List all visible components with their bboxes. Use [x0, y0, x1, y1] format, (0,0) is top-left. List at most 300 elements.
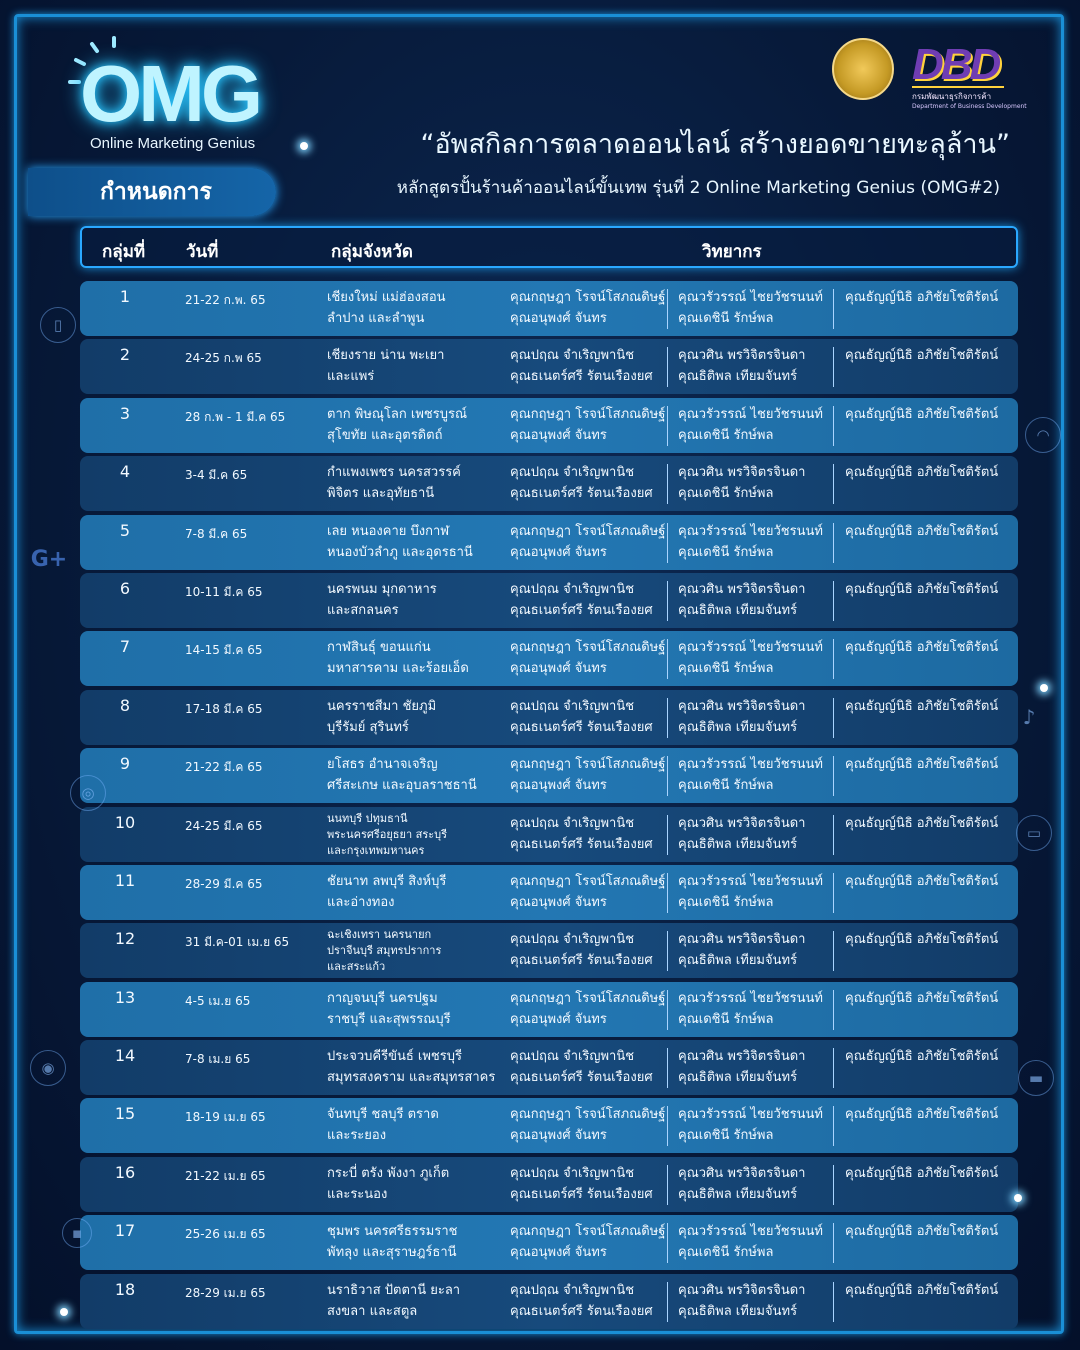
government-seal-icon	[832, 38, 894, 100]
speaker-name: คุณกฤษฎา โรจน์โสภณดิษฐ์	[510, 523, 666, 539]
provinces-cell	[327, 637, 469, 679]
speaker-name: คุณวศิน พรวิจิตรจินดา	[678, 348, 806, 364]
speaker-name: คุณธิติพล เทียมจันทร์	[678, 369, 798, 385]
group-number: 2	[119, 345, 131, 365]
column-divider	[667, 347, 668, 387]
speaker-name: คุณอนุพงศ์ จันทร	[510, 778, 607, 794]
speakers-col-1	[510, 929, 653, 971]
speaker-name: คุณเดชินี รักษ์พล	[678, 1011, 774, 1027]
speakers-col-3	[845, 988, 998, 1009]
group-number: 13	[114, 987, 136, 1007]
sparkle	[300, 142, 308, 150]
province-line: นครราชสีมา ชัยภูมิ	[327, 698, 437, 714]
speakers-col-2	[678, 345, 805, 387]
province-line: และสกลนคร	[327, 602, 399, 618]
speaker-name: คุณปฤณ จำเริญพานิช	[510, 1282, 635, 1298]
provinces-cell	[327, 754, 477, 796]
speaker-name: คุณธิติพล เทียมจันทร์	[678, 953, 798, 969]
column-divider	[833, 464, 834, 504]
province-line: พัทลุง และสุราษฎร์ธานี	[327, 1245, 457, 1261]
speakers-col-2	[678, 1163, 805, 1205]
speakers-col-1	[510, 345, 653, 387]
header-provinces: กลุ่มจังหวัด	[331, 242, 413, 262]
speakers-col-1	[510, 404, 665, 446]
province-line: กำแพงเพชร นครสวรรค์	[327, 465, 461, 481]
card-icon: ▬	[1018, 1060, 1054, 1096]
province-line: และสระแก้ว	[327, 960, 386, 974]
provinces-cell	[327, 345, 444, 387]
column-divider	[833, 347, 834, 387]
speaker-name: คุณธัญญ์นิธิ อภิชัยโชติรัตน์	[845, 757, 999, 773]
speaker-name: คุณปฤณ จำเริญพานิช	[510, 581, 635, 597]
date-cell: 28 ก.พ - 1 มี.ค 65	[185, 409, 286, 424]
speaker-name: คุณธัญญ์นิธิ อภิชัยโชติรัตน์	[845, 698, 999, 714]
speaker-name: คุณธัญญ์นิธิ อภิชัยโชติรัตน์	[845, 990, 999, 1006]
speaker-name: คุณธิติพล เทียมจันทร์	[678, 1303, 798, 1319]
speaker-name: คุณธเนตร์ศรี รัตนเรืองยศ	[510, 486, 653, 502]
province-line: ยโสธร อำนาจเจริญ	[327, 757, 438, 773]
table-row	[80, 515, 1018, 570]
group-number: 11	[114, 870, 136, 890]
date-cell: 21-22 เม.ย 65	[185, 1168, 266, 1183]
column-divider	[667, 581, 668, 621]
page-title: “อัพสกิลการตลาดออนไลน์ สร้างยอดขายทะลุล้าน”	[420, 129, 1010, 160]
tiktok-icon: ♪	[1022, 705, 1036, 729]
province-line: ชัยนาท ลพบุรี สิงห์บุรี	[327, 873, 447, 889]
speaker-name: คุณอนุพงศ์ จันทร	[510, 894, 607, 910]
column-divider	[833, 756, 834, 796]
speaker-name: คุณธเนตร์ศรี รัตนเรืองยศ	[510, 1186, 653, 1202]
speakers-col-3	[845, 754, 998, 775]
speaker-name: คุณธิติพล เทียมจันทร์	[678, 1070, 798, 1086]
speaker-name: คุณกฤษฎา โรจน์โสภณดิษฐ์	[510, 873, 666, 889]
table-row	[80, 1040, 1018, 1095]
column-divider	[667, 406, 668, 446]
province-line: จันทบุรี ชลบุรี ตราด	[327, 1107, 439, 1123]
speakers-col-2	[678, 287, 823, 329]
provinces-cell	[327, 287, 446, 329]
speakers-col-1	[510, 1104, 665, 1146]
provinces-cell	[327, 988, 451, 1030]
table-row	[80, 748, 1018, 803]
speakers-col-3	[845, 813, 998, 834]
speaker-name: คุณวรัวรรณ์ ไชยวัชรนนท์	[678, 406, 823, 422]
speakers-col-1	[510, 754, 665, 796]
speakers-col-3	[845, 1221, 998, 1242]
date-cell: 24-25 ก.พ 65	[185, 351, 262, 366]
column-divider	[833, 406, 834, 446]
table-header	[80, 226, 1018, 268]
province-line: ราชบุรี และสุพรรณบุรี	[327, 1011, 451, 1027]
column-divider	[833, 289, 834, 329]
column-divider	[667, 639, 668, 679]
date-cell: 25-26 เม.ย 65	[185, 1227, 266, 1242]
speaker-name: คุณปฤณ จำเริญพานิช	[510, 698, 635, 714]
group-number: 17	[114, 1221, 136, 1241]
speakers-col-3	[845, 696, 998, 717]
province-line: นนทบุรี ปทุมธานี	[327, 811, 408, 825]
group-number: 16	[114, 1162, 136, 1182]
speaker-name: คุณธัญญ์นิธิ อภิชัยโชติรัตน์	[845, 1165, 999, 1181]
column-divider	[833, 873, 834, 913]
group-number: 15	[114, 1104, 136, 1124]
column-divider	[667, 1165, 668, 1205]
speakers-col-2	[678, 1280, 805, 1322]
group-number: 9	[119, 754, 131, 774]
table-row	[80, 690, 1018, 745]
speakers-col-1	[510, 579, 653, 621]
speakers-col-1	[510, 1280, 653, 1322]
speaker-name: คุณธัญญ์นิธิ อภิชัยโชติรัตน์	[845, 1224, 999, 1240]
date-cell: 4-5 เม.ย 65	[185, 993, 251, 1008]
speakers-col-2	[678, 579, 805, 621]
speaker-name: คุณเดชินี รักษ์พล	[678, 661, 774, 677]
date-cell: 18-19 เม.ย 65	[185, 1110, 266, 1125]
province-line: เชียงใหม่ แม่ฮ่องสอน	[327, 290, 446, 305]
date-cell: 31 มี.ค-01 เม.ย 65	[185, 935, 290, 950]
speaker-name: คุณธเนตร์ศรี รัตนเรืองยศ	[510, 602, 653, 618]
table-row	[80, 398, 1018, 453]
date-cell: 3-4 มี.ค 65	[185, 468, 248, 483]
date-cell: 24-25 มี.ค 65	[185, 818, 263, 833]
province-line: พิจิตร และอุทัยธานี	[327, 486, 435, 502]
speaker-name: คุณธัญญ์นิธิ อภิชัยโชติรัตน์	[845, 640, 999, 656]
province-line: ประจวบคีรีขันธ์ เพชรบุรี	[327, 1049, 462, 1065]
date-cell: 28-29 เม.ย 65	[185, 1285, 266, 1300]
speaker-name: คุณเดชินี รักษ์พล	[678, 894, 774, 910]
speaker-name: คุณธัญญ์นิธิ อภิชัยโชติรัตน์	[845, 465, 999, 481]
provinces-cell	[327, 927, 441, 975]
speaker-name: คุณเดชินี รักษ์พล	[678, 1245, 774, 1261]
wifi-icon: ◠	[1025, 417, 1061, 453]
sparkle	[60, 1308, 68, 1316]
speaker-name: คุณธเนตร์ศรี รัตนเรืองยศ	[510, 836, 653, 852]
speakers-col-2	[678, 1221, 823, 1263]
table-row	[80, 865, 1018, 920]
province-line: กระบี่ ตรัง พังงา ภูเก็ต	[327, 1165, 450, 1181]
province-line: กาฬสินธุ์ ขอนแก่น	[327, 640, 431, 656]
group-number: 18	[114, 1279, 136, 1299]
column-divider	[667, 289, 668, 329]
speakers-col-1	[510, 637, 665, 679]
speaker-name: คุณวรัวรรณ์ ไชยวัชรนนท์	[678, 523, 823, 539]
province-line: บุรีรัมย์ สุรินทร์	[327, 719, 409, 735]
province-line: สุโขทัย และอุตรดิตถ์	[327, 427, 443, 443]
speaker-name: คุณธัญญ์นิธิ อภิชัยโชติรัตน์	[845, 873, 999, 889]
column-divider	[833, 581, 834, 621]
province-line: กาญจนบุรี นครปฐม	[327, 990, 438, 1006]
provinces-cell	[327, 871, 446, 913]
column-divider	[667, 990, 668, 1030]
column-divider	[833, 1106, 834, 1146]
group-number: 6	[119, 578, 131, 598]
provinces-cell	[327, 1104, 439, 1146]
speaker-name: คุณธัญญ์นิธิ อภิชัยโชติรัตน์	[845, 290, 999, 305]
speakers-col-2	[678, 696, 805, 738]
speaker-name: คุณวศิน พรวิจิตรจินดา	[678, 698, 806, 714]
date-cell: 14-15 มี.ค 65	[185, 643, 263, 658]
date-cell: 7-8 เม.ย 65	[185, 1052, 251, 1067]
table-row	[80, 573, 1018, 628]
province-line: และระยอง	[327, 1128, 387, 1144]
speaker-name: คุณกฤษฎา โรจน์โสภณดิษฐ์	[510, 406, 666, 422]
column-divider	[667, 464, 668, 504]
speaker-name: คุณปฤณ จำเริญพานิช	[510, 932, 635, 948]
schedule-tab: กำหนดการ	[28, 168, 276, 216]
speaker-name: คุณอนุพงศ์ จันทร	[510, 1245, 607, 1261]
column-divider	[833, 1165, 834, 1205]
speaker-name: คุณปฤณ จำเริญพานิช	[510, 1165, 635, 1181]
column-divider	[667, 756, 668, 796]
group-number: 14	[114, 1046, 136, 1066]
speakers-col-2	[678, 929, 805, 971]
column-divider	[833, 815, 834, 855]
speakers-col-1	[510, 287, 665, 329]
speaker-name: คุณธิติพล เทียมจันทร์	[678, 1186, 798, 1202]
speakers-col-2	[678, 462, 805, 504]
date-cell: 17-18 มี.ค 65	[185, 701, 263, 716]
table-row	[80, 456, 1018, 511]
speaker-name: คุณวศิน พรวิจิตรจินดา	[678, 465, 806, 481]
group-number: 8	[119, 695, 131, 715]
column-divider	[667, 815, 668, 855]
speakers-col-3	[845, 1104, 998, 1125]
group-number: 5	[119, 520, 131, 540]
speaker-name: คุณธเนตร์ศรี รัตนเรืองยศ	[510, 1303, 653, 1319]
speaker-name: คุณกฤษฎา โรจน์โสภณดิษฐ์	[510, 990, 666, 1006]
speaker-name: คุณธัญญ์นิธิ อภิชัยโชติรัตน์	[845, 932, 999, 948]
speakers-col-2	[678, 1104, 823, 1146]
speaker-name: คุณปฤณ จำเริญพานิช	[510, 1049, 635, 1065]
speakers-col-2	[678, 1046, 805, 1088]
speakers-col-1	[510, 1046, 653, 1088]
provinces-cell	[327, 811, 447, 859]
speaker-name: คุณอนุพงศ์ จันทร	[510, 1011, 607, 1027]
logo-subtitle: Online Marketing Genius	[90, 135, 256, 152]
province-line: นครพนม มุกดาหาร	[327, 581, 437, 597]
table-row	[80, 281, 1018, 336]
column-divider	[667, 1223, 668, 1263]
province-line: และแพร่	[327, 369, 375, 385]
header-date: วันที่	[186, 242, 219, 262]
speaker-name: คุณธัญญ์นิธิ อภิชัยโชติรัตน์	[845, 1282, 999, 1298]
provinces-cell	[327, 1163, 449, 1205]
column-divider	[667, 698, 668, 738]
province-line: หนองบัวลำภู และอุดรธานี	[327, 544, 473, 560]
column-divider	[833, 990, 834, 1030]
speaker-name: คุณธัญญ์นิธิ อภิชัยโชติรัตน์	[845, 1107, 999, 1123]
column-divider	[833, 639, 834, 679]
speaker-name: คุณวศิน พรวิจิตรจินดา	[678, 581, 806, 597]
speaker-name: คุณธัญญ์นิธิ อภิชัยโชติรัตน์	[845, 348, 999, 364]
speaker-name: คุณอนุพงศ์ จันทร	[510, 311, 607, 326]
province-line: สงขลา และสตูล	[327, 1303, 418, 1319]
speaker-name: คุณอนุพงศ์ จันทร	[510, 427, 607, 443]
group-number: 1	[119, 287, 131, 306]
province-line: และระนอง	[327, 1186, 388, 1202]
globe-icon: ◎	[70, 775, 106, 811]
speaker-name: คุณกฤษฎา โรจน์โสภณดิษฐ์	[510, 290, 666, 305]
column-divider	[667, 873, 668, 913]
province-line: สมุทรสงคราม และสมุทรสาคร	[327, 1070, 496, 1086]
speaker-name: คุณเดชินี รักษ์พล	[678, 427, 774, 443]
speakers-col-2	[678, 754, 823, 796]
speakers-col-3	[845, 1280, 998, 1301]
omg-logo: OMG	[80, 49, 260, 138]
table-row	[80, 982, 1018, 1037]
speaker-name: คุณธัญญ์นิธิ อภิชัยโชติรัตน์	[845, 523, 999, 539]
speakers-col-3	[845, 871, 998, 892]
province-line: และกรุงเทพมหานคร	[327, 843, 425, 857]
group-number: 3	[119, 403, 131, 423]
table-row	[80, 1157, 1018, 1212]
dbd-logo: DBD กรมพัฒนาธุรกิจการค้า Department of Business Development	[912, 40, 1027, 110]
speakers-col-1	[510, 1163, 653, 1205]
speakers-col-1	[510, 462, 653, 504]
group-number: 4	[119, 462, 131, 482]
speaker-name: คุณวรัวรรณ์ ไชยวัชรนนท์	[678, 1224, 823, 1240]
province-line: เลย หนองคาย บึงกาฬ	[327, 523, 450, 539]
google-plus-icon: G+	[30, 546, 68, 572]
column-divider	[833, 523, 834, 563]
speaker-name: คุณวศิน พรวิจิตรจินดา	[678, 1049, 806, 1065]
column-divider	[667, 1282, 668, 1322]
speaker-name: คุณอนุพงศ์ จันทร	[510, 1128, 607, 1144]
provinces-cell	[327, 696, 436, 738]
table-row	[80, 631, 1018, 686]
speaker-name: คุณวรัวรรณ์ ไชยวัชรนนท์	[678, 990, 823, 1006]
province-line: นราธิวาส ปัตตานี ยะลา	[327, 1282, 461, 1298]
date-cell: 10-11 มี.ค 65	[185, 584, 263, 599]
speaker-name: คุณวรัวรรณ์ ไชยวัชรนนท์	[678, 873, 823, 889]
date-cell: 7-8 มี.ค 65	[185, 526, 248, 541]
speakers-col-2	[678, 521, 823, 563]
speaker-name: คุณปฤณ จำเริญพานิช	[510, 815, 635, 831]
province-line: พระนครศรีอยุธยา สระบุรี	[327, 827, 448, 841]
speaker-name: คุณวศิน พรวิจิตรจินดา	[678, 815, 806, 831]
speaker-name: คุณเดชินี รักษ์พล	[678, 311, 774, 326]
speaker-name: คุณธิติพล เทียมจันทร์	[678, 602, 798, 618]
speaker-name: คุณอนุพงศ์ จันทร	[510, 661, 607, 677]
bulb-icon: ◉	[30, 1050, 66, 1086]
speaker-name: คุณวศิน พรวิจิตรจินดา	[678, 1165, 806, 1181]
province-line: มหาสารคาม และร้อยเอ็ด	[327, 661, 469, 677]
speakers-col-1	[510, 1221, 665, 1263]
speaker-name: คุณวรัวรรณ์ ไชยวัชรนนท์	[678, 290, 823, 305]
header-group: กลุ่มที่	[102, 242, 146, 262]
speaker-name: คุณเดชินี รักษ์พล	[678, 544, 774, 560]
speaker-name: คุณธัญญ์นิธิ อภิชัยโชติรัตน์	[845, 406, 999, 422]
column-divider	[833, 1282, 834, 1322]
speakers-col-1	[510, 871, 665, 913]
table-row	[80, 1098, 1018, 1153]
speaker-name: คุณธัญญ์นิธิ อภิชัยโชติรัตน์	[845, 581, 999, 597]
speaker-name: คุณวศิน พรวิจิตรจินดา	[678, 932, 806, 948]
group-number: 12	[114, 929, 136, 949]
speakers-col-2	[678, 813, 805, 855]
speakers-col-3	[845, 404, 998, 425]
speakers-col-3	[845, 345, 998, 366]
column-divider	[667, 1048, 668, 1088]
provinces-cell	[327, 462, 461, 504]
speaker-name: คุณธเนตร์ศรี รัตนเรืองยศ	[510, 719, 653, 735]
table-row	[80, 807, 1018, 862]
provinces-cell	[327, 1221, 457, 1263]
provinces-cell	[327, 579, 437, 621]
provinces-cell	[327, 521, 473, 563]
speaker-name: คุณธัญญ์นิธิ อภิชัยโชติรัตน์	[845, 1049, 999, 1065]
sparkle	[1040, 684, 1048, 692]
speakers-col-3	[845, 462, 998, 483]
group-number: 10	[114, 812, 136, 832]
speakers-col-3	[845, 521, 998, 542]
speaker-name: คุณปฤณ จำเริญพานิช	[510, 348, 635, 364]
speaker-name: คุณกฤษฎา โรจน์โสภณดิษฐ์	[510, 757, 666, 773]
speaker-name: คุณปฤณ จำเริญพานิช	[510, 465, 635, 481]
province-line: ลำปาง และลำพูน	[327, 311, 425, 326]
speakers-col-3	[845, 929, 998, 950]
speakers-col-3	[845, 287, 998, 308]
speakers-col-3	[845, 1046, 998, 1067]
province-line: เชียงราย น่าน พะเยา	[327, 348, 445, 364]
table-row	[80, 923, 1018, 978]
speaker-name: คุณเดชินี รักษ์พล	[678, 778, 774, 794]
provinces-cell	[327, 404, 467, 446]
speaker-name: คุณเดชินี รักษ์พล	[678, 486, 774, 502]
date-cell: 28-29 มี.ค 65	[185, 876, 263, 891]
speakers-col-1	[510, 521, 665, 563]
date-cell: 21-22 มี.ค 65	[185, 760, 263, 775]
speakers-col-1	[510, 813, 653, 855]
speakers-col-2	[678, 871, 823, 913]
speakers-col-2	[678, 404, 823, 446]
date-cell: 21-22 ก.พ. 65	[185, 293, 266, 307]
speaker-name: คุณธิติพล เทียมจันทร์	[678, 836, 798, 852]
speaker-name: คุณธเนตร์ศรี รัตนเรืองยศ	[510, 1070, 653, 1086]
speakers-col-1	[510, 988, 665, 1030]
speaker-name: คุณธัญญ์นิธิ อภิชัยโชติรัตน์	[845, 815, 999, 831]
laptop-icon: ▭	[1016, 815, 1052, 851]
header-speakers: วิทยากร	[702, 242, 762, 262]
column-divider	[667, 931, 668, 971]
speakers-col-2	[678, 637, 823, 679]
table-row	[80, 1215, 1018, 1270]
speaker-name: คุณกฤษฎา โรจน์โสภณดิษฐ์	[510, 1224, 666, 1240]
column-divider	[833, 931, 834, 971]
speaker-name: คุณธเนตร์ศรี รัตนเรืองยศ	[510, 369, 653, 385]
column-divider	[667, 1106, 668, 1146]
provinces-cell	[327, 1046, 495, 1088]
province-line: และอ่างทอง	[327, 894, 395, 910]
table-row	[80, 1274, 1018, 1329]
group-number: 7	[119, 637, 131, 657]
column-divider	[833, 1048, 834, 1088]
phone-icon: ▯	[40, 307, 76, 343]
speaker-name: คุณวรัวรรณ์ ไชยวัชรนนท์	[678, 640, 823, 656]
speaker-name: คุณกฤษฎา โรจน์โสภณดิษฐ์	[510, 640, 666, 656]
speakers-col-2	[678, 988, 823, 1030]
speaker-name: คุณวรัวรรณ์ ไชยวัชรนนท์	[678, 757, 823, 773]
province-line: ศรีสะเกษ และอุบลราชธานี	[327, 778, 477, 794]
speaker-name: คุณวรัวรรณ์ ไชยวัชรนนท์	[678, 1107, 823, 1123]
speaker-name: คุณอนุพงศ์ จันทร	[510, 544, 607, 560]
cart-icon: ▪	[62, 1218, 92, 1248]
speakers-col-3	[845, 637, 998, 658]
speaker-name: คุณธิติพล เทียมจันทร์	[678, 719, 798, 735]
speaker-name: คุณเดชินี รักษ์พล	[678, 1128, 774, 1144]
table-row	[80, 339, 1018, 394]
column-divider	[833, 1223, 834, 1263]
